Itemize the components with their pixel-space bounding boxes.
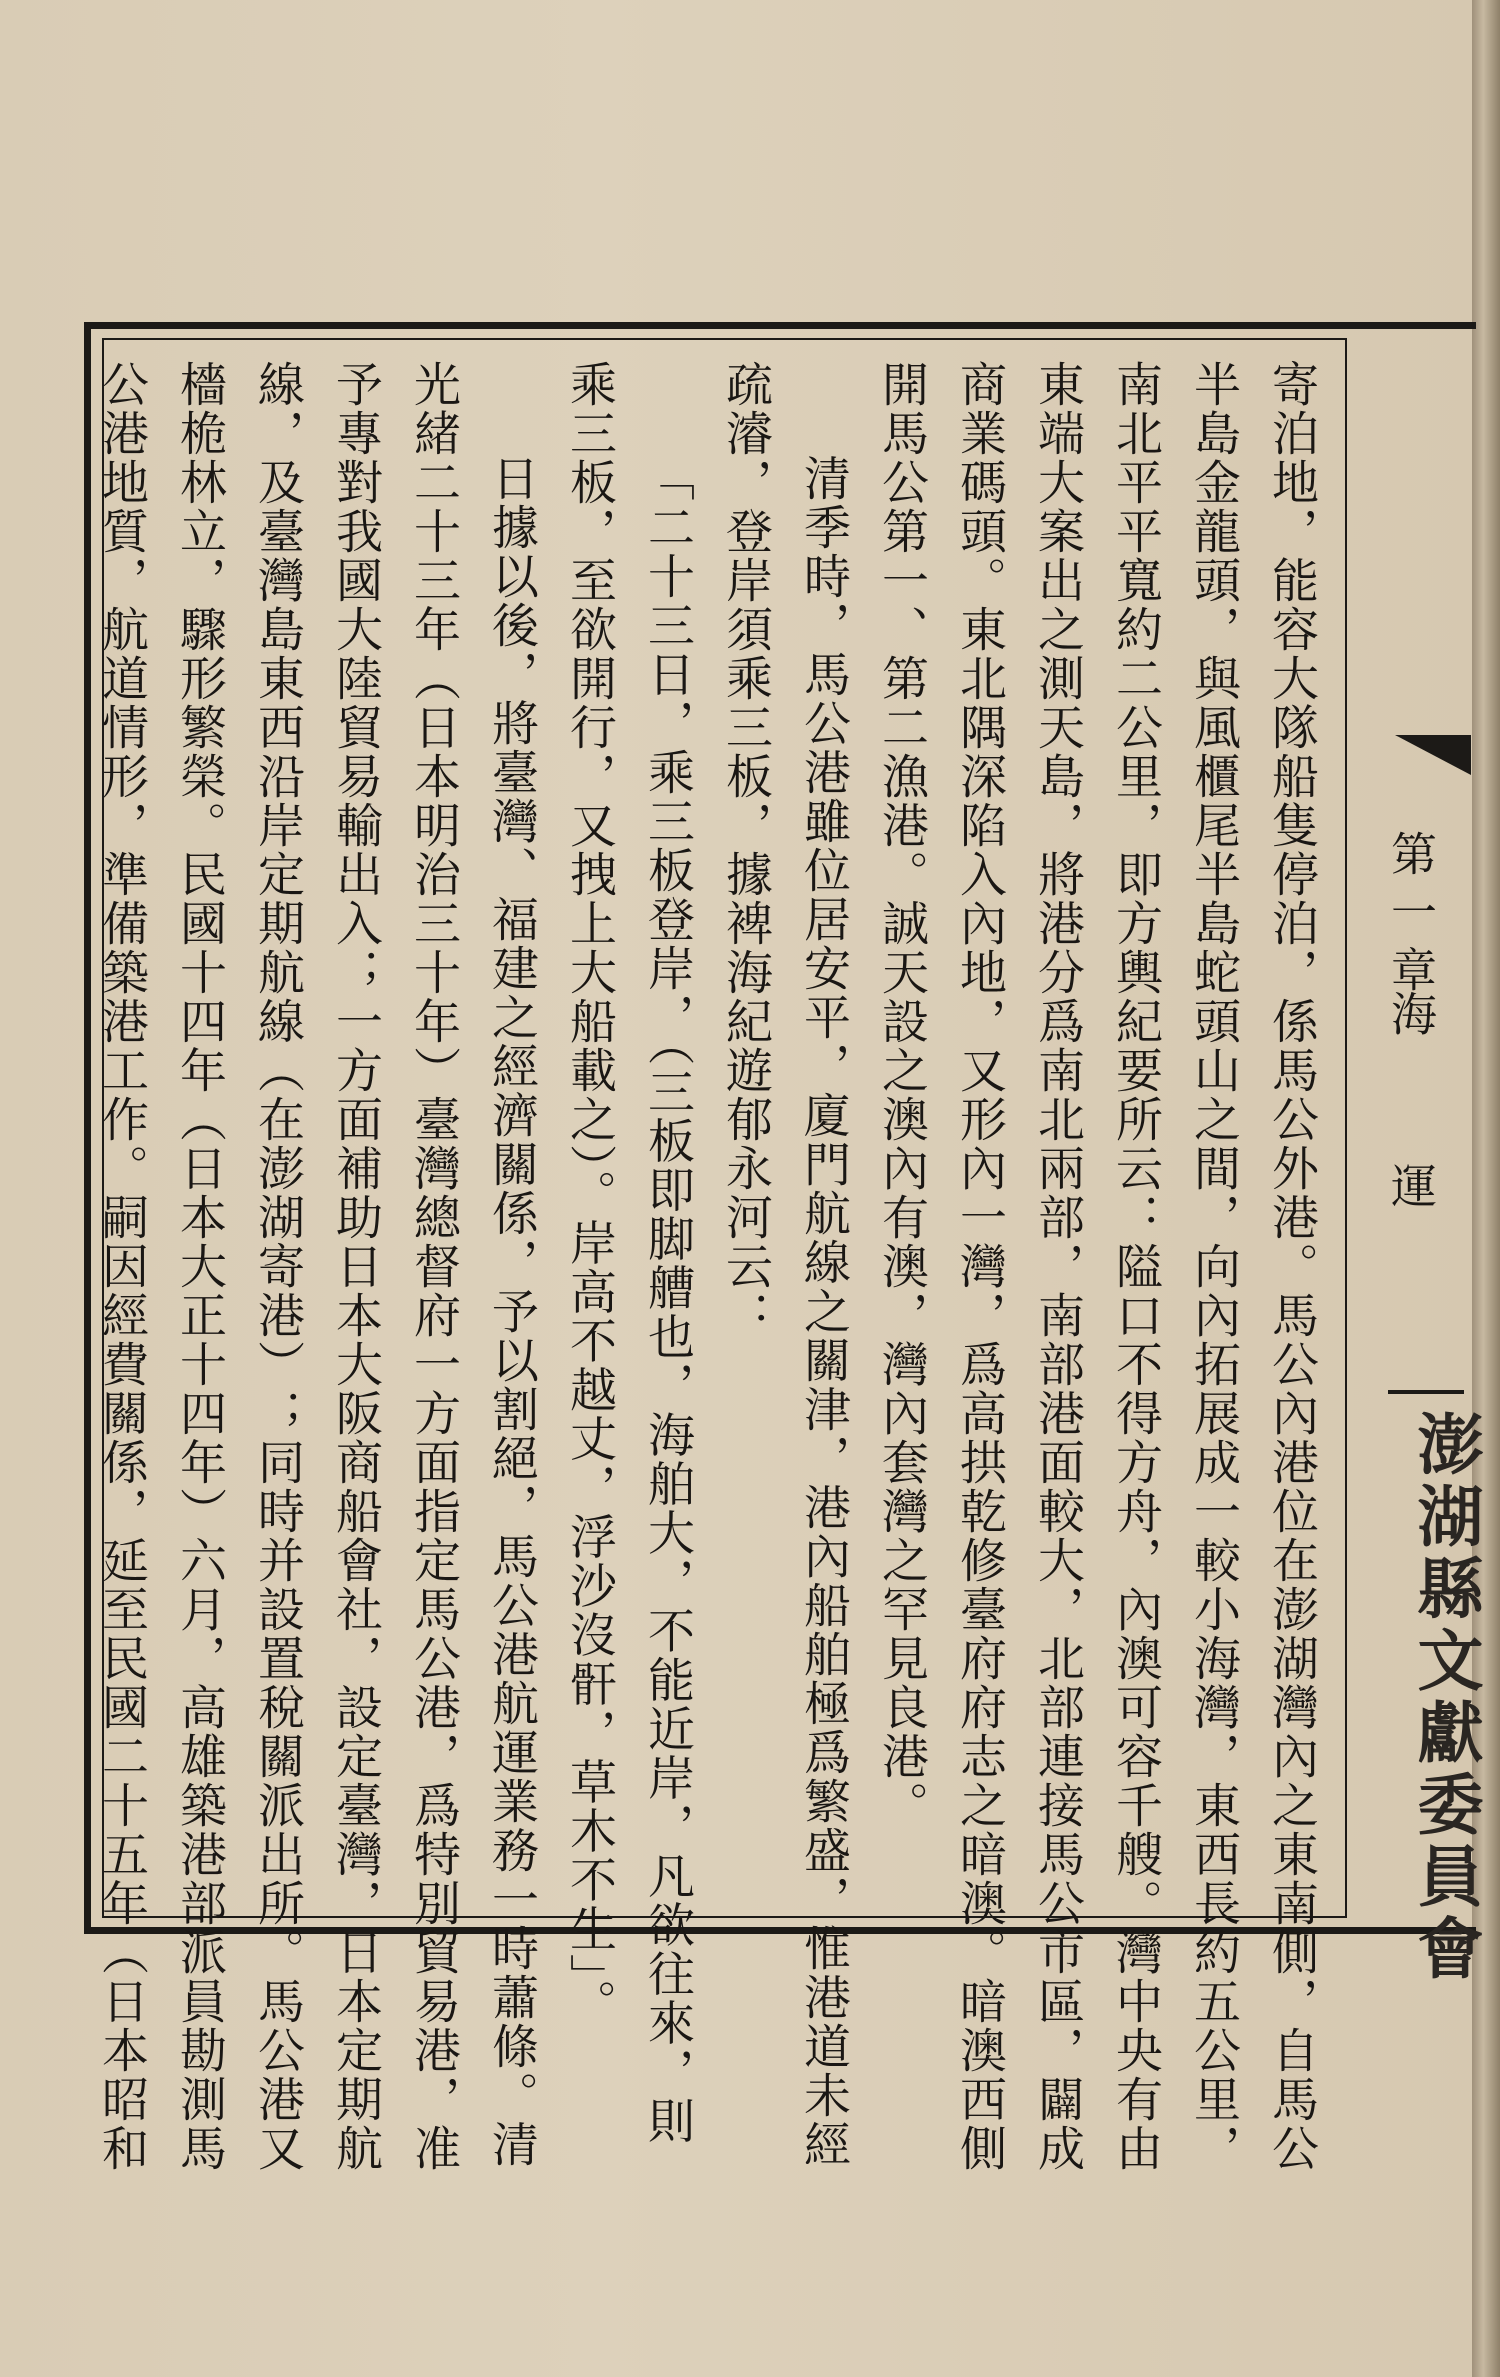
text-column: 開馬公第一、第二漁港。誠天設之澳內有澳，灣內套灣之罕見良港。 (874, 360, 929, 1830)
text-column: 線，及臺灣島東西沿岸定期航線（在澎湖寄港）；同時并設置稅關派出所。馬公港又 (250, 360, 305, 2173)
text-column: 光緒二十三年（日本明治三十年）臺灣總督府一方面指定馬公港，爲特別貿易港，准 (406, 360, 461, 2173)
text-column: 南北平平寬約二公里，即方輿紀要所云：隘口不得方舟，內澳可容千艘。灣中央有由 (1108, 360, 1163, 2173)
margin-rule (1388, 1390, 1464, 1394)
chapter-title: 海 運 (1384, 990, 1438, 1248)
text-column: 清季時，馬公港雖位居安平，廈門航線之關津，港內船舶極爲繁盛，惟港道未經 (796, 454, 851, 2169)
quote-column: 乘三板，至欲開行，又拽上大船載之）。岸高不越丈，浮沙沒骭，草木不生」。 (562, 360, 617, 2028)
text-column: 疏濬，登岸須乘三板，據裨海紀遊郁永河云： (718, 360, 773, 1340)
publisher-name: 澎湖縣文獻委員會 (1406, 1410, 1484, 1986)
text-column: 檣桅林立，驟形繁榮。民國十四年（日本大正十四年）六月，高雄築港部派員勘測馬 (172, 360, 227, 2173)
header-wedge-ornament (1395, 735, 1471, 775)
quote-column: 「二十三日，乘三板登岸，（三板即脚艚也，海舶大，不能近岸，凡欲往來，則 (640, 454, 695, 2146)
text-column: 公港地質，航道情形，準備築港工作。嗣因經費關係，延至民國二十五年（日本昭和 (94, 360, 149, 2173)
page-edge (1472, 0, 1500, 2377)
text-column: 寄泊地，能容大隊船隻停泊，係馬公外港。馬公內港位在澎湖灣內之東南側，自馬公 (1264, 360, 1319, 2173)
text-column: 日據以後，將臺灣、福建之經濟關係，予以割絕，馬公港航運業務一時蕭條。清 (484, 454, 539, 2169)
body-text (94, 360, 1330, 2173)
text-column: 半島金龍頭，與風櫃尾半島蛇頭山之間，向內拓展成一較小海灣，東西長約五公里， (1186, 360, 1241, 2173)
text-column: 商業碼頭。東北隅深陷入內地，又形內一灣，爲高拱乾修臺府府志之暗澳。暗澳西側 (952, 360, 1007, 2173)
text-column: 東端大案出之測天島，將港分爲南北兩部，南部港面較大，北部連接馬公市區，闢成 (1030, 360, 1085, 2173)
chapter-label: 第一章 (1384, 830, 1438, 1004)
text-column: 予專對我國大陸貿易輸出入；一方面補助日本大阪商船會社，設定臺灣，日本定期航 (328, 360, 383, 2173)
